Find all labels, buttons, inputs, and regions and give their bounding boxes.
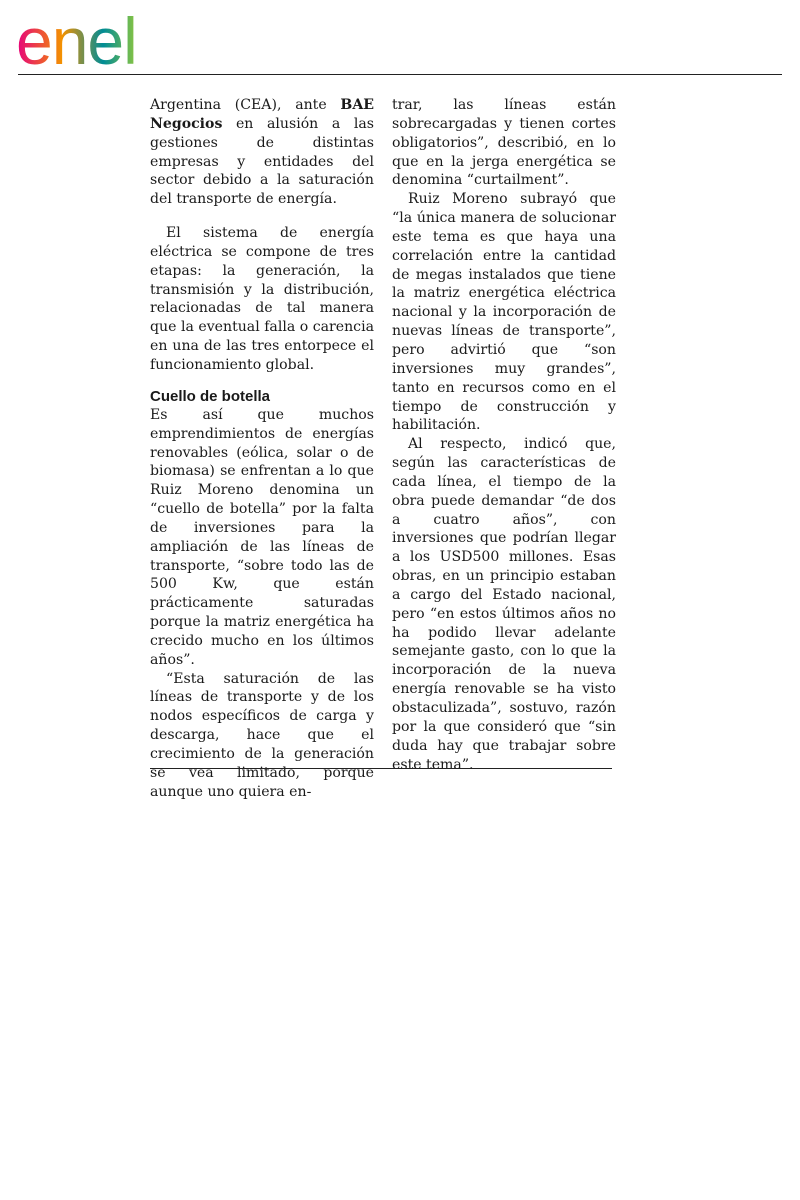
article-body [150, 96, 616, 802]
article-column-right [392, 96, 616, 802]
paragraph: trar, las líneas están sobrecargadas y tienen cortes obligatorios”, describió, en lo que en la jerga energética se denomina “curtailment”. [392, 97, 616, 189]
paragraph: Al respecto, indicó que, según las características de cada línea, el tiempo de la obra puede demandar “de dos a cuatro años”, con inversiones que podrían llegar a los USD500 millones. Esas obras, en un principio estaban a cargo del Estado nacional, pero “en estos últimos años no ha podido llevar adelante semejante gasto, con lo que la incorporación de la nueva energía renovable se ha visto obstaculizada”, sostuvo, razón por la que consideró que “sin duda hay que trabajar sobre este tema”. [392, 436, 616, 773]
publication-name: BAE Negocios [150, 97, 374, 132]
logo-wordmark: enel [16, 8, 137, 70]
header-divider [18, 74, 782, 75]
paragraph: Argentina (CEA), ante BAE Negocios en alusión a las gestiones de distintas empresas y entidades del sector debido a la saturación del transporte de energía. [150, 97, 374, 208]
paragraph: “Esta saturación de las líneas de transporte y de los nodos específicos de carga y descarga, hace que el crecimiento de la generación se vea limitado, porque aunque uno quiera en- [150, 670, 374, 800]
paragraph: Ruiz Moreno subrayó que “la única manera de solucionar este tema es que haya una correlación entre la cantidad de megas instalados que tiene la matriz energética eléctrica nacional y la incorporación de nuevas líneas de transporte”, pero advirtió que “son inversiones muy grandes”, tanto en recursos como en el tiempo de construcción y habilitación. [392, 191, 616, 434]
article-end-divider [150, 768, 612, 769]
article-column-left [150, 96, 374, 802]
paragraph: El sistema de energía eléctrica se compone de tres etapas: la generación, la transmisión y la distribución, relacionadas de tal manera que la eventual falla o carencia en una de las tres entorpece el funcionamiento global. [150, 225, 374, 373]
enel-logo [16, 8, 181, 70]
paragraph: Es así que muchos emprendimientos de energías renovables (eólica, solar o de biomasa) se enfrentan a lo que Ruiz Moreno denomina un “cuello de botella” por la falta de inversiones para la ampliación de las líneas de transporte, “sobre todo las de 500 Kw, que están prácticamente saturadas porque la matriz energética ha crecido mucho en los últimos años”. [150, 406, 374, 668]
section-subheading: Cuello de botella [150, 387, 271, 405]
